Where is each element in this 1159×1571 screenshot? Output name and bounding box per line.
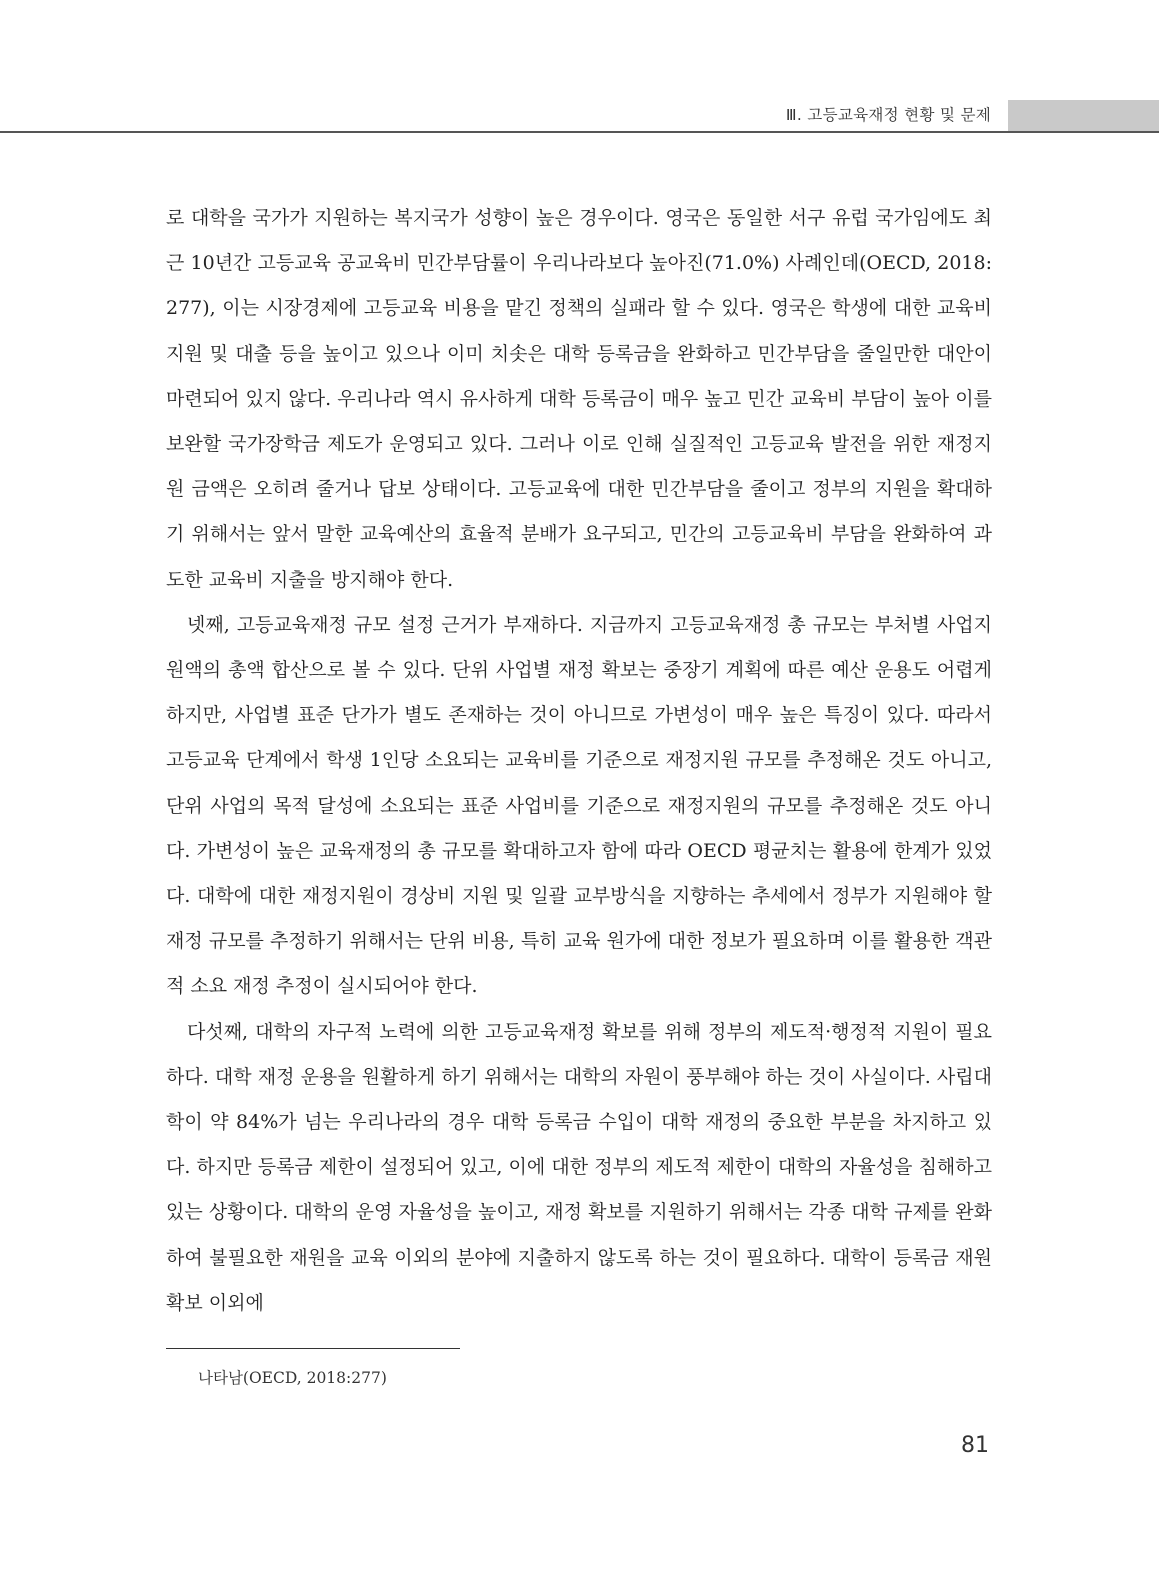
header-title: Ⅲ. 고등교육재정 현황 및 문제 — [785, 106, 991, 124]
footnote-rule — [166, 1348, 460, 1349]
header-accent-bar — [1008, 100, 1159, 131]
page-number: 81 — [961, 1433, 989, 1458]
footnote: 나타남(OECD, 2018:277) — [198, 1369, 387, 1387]
running-header — [0, 100, 1159, 134]
paragraph-fifth: 다섯째, 대학의 자구적 노력에 의한 고등교육재정 확보를 위해 정부의 제도적·행정적 지원이 필요하다. 대학 재정 운용을 원활하게 하기 위해서는 대학의 자원이 풍부해야 하는 것이 사실이다. 사립대학이 약 84%가 넘는 우리나라의 경우 대학 등록금 수입이 대학 재정의 중요한 부분을 차지하고 있다. 하지만 등록금 제한이 설정되어 있고, 이에 대한 정부의 제도적 제한이 대학의 자율성을 침해하고 있는 상황이다. 대학의 운영 자율성을 높이고, 재정 확보를 지원하기 위해서는 각종 대학 규제를 완화하여 불필요한 재원을 교육 이외의 분야에 지출하지 않도록 하는 것이 필요하다. 대학이 등록금 재원 확보 이외에 — [166, 1020, 992, 1314]
paragraph-continuation: 로 대학을 국가가 지원하는 복지국가 성향이 높은 경우이다. 영국은 동일한 서구 유럽 국가임에도 최근 10년간 고등교육 공교육비 민간부담률이 우리나라보다 높아진(71.0%) 사례인데(OECD, 2018:277), 이는 시장경제에 고등교육 비용을 맡긴 정책의 실패라 할 수 있다. 영국은 학생에 대한 교육비 지원 및 대출 등을 높이고 있으나 이미 치솟은 대학 등록금을 완화하고 민간부담을 줄일만한 대안이 마련되어 있지 않다. 우리나라 역시 유사하게 대학 등록금이 매우 높고 민간 교육비 부담이 높아 이를 보완할 국가장학금 제도가 운영되고 있다. 그러나 이로 인해 실질적인 고등교육 발전을 위한 재정지원 금액은 오히려 줄거나 답보 상태이다. 고등교육에 대한 민간부담을 줄이고 정부의 지원을 확대하기 위해서는 앞서 말한 교육예산의 효율적 분배가 요구되고, 민간의 고등교육비 부담을 완화하여 과도한 교육비 지출을 방지해야 한다. — [166, 207, 992, 591]
paragraph-fourth: 넷째, 고등교육재정 규모 설정 근거가 부재하다. 지금까지 고등교육재정 총 규모는 부처별 사업지원액의 총액 합산으로 볼 수 있다. 단위 사업별 재정 확보는 중장기 계획에 따른 예산 운용도 어렵게 하지만, 사업별 표준 단가가 별도 존재하는 것이 아니므로 가변성이 매우 높은 특징이 있다. 따라서 고등교육 단계에서 학생 1인당 소요되는 교육비를 기준으로 재정지원 규모를 추정해온 것도 아니고, 단위 사업의 목적 달성에 소요되는 표준 사업비를 기준으로 재정지원의 규모를 추정해온 것도 아니다. 가변성이 높은 교육재정의 총 규모를 확대하고자 함에 따라 OECD 평균치는 활용에 한계가 있었다. 대학에 대한 재정지원이 경상비 지원 및 일괄 교부방식을 지향하는 추세에서 정부가 지원해야 할 재정 규모를 추정하기 위해서는 단위 비용, 특히 교육 원가에 대한 정보가 필요하며 이를 활용한 객관적 소요 재정 추정이 실시되어야 한다. — [166, 613, 992, 998]
body-text — [166, 196, 992, 1326]
header-rule — [0, 131, 1159, 133]
